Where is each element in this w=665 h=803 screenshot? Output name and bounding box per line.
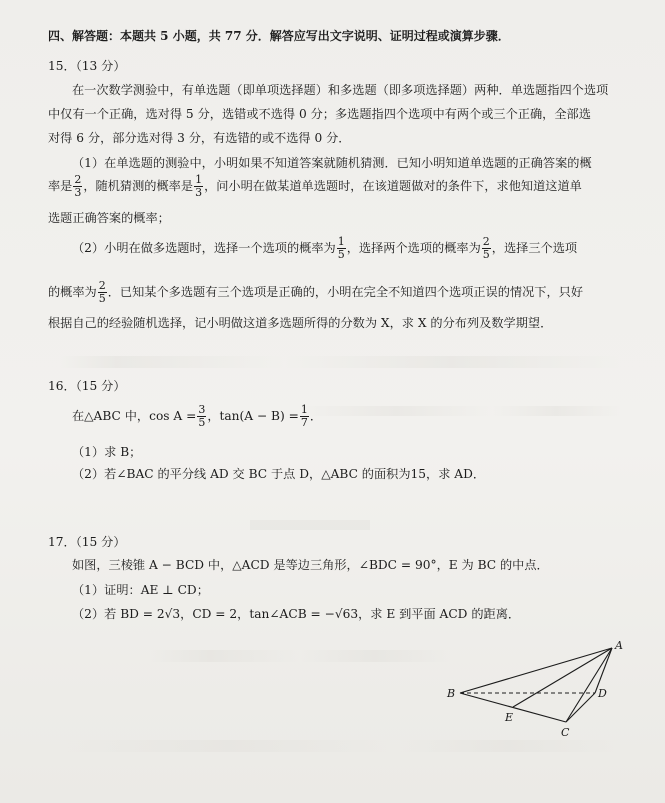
numerator: 1 [195, 173, 203, 186]
fraction-one-seventh [300, 404, 309, 429]
fraction-three-fifths [197, 404, 206, 429]
bleed-through-text [250, 520, 370, 530]
denominator: 5 [98, 292, 106, 305]
numerator: 2 [98, 279, 106, 292]
tetrahedron-figure [440, 640, 630, 740]
q15-part1-line: 选题正确答案的概率； [48, 211, 170, 225]
q16-number: 16．（15 分） [48, 379, 126, 393]
fraction-two-thirds [73, 174, 82, 199]
numerator: 1 [300, 403, 308, 416]
q15-paragraph-line: 在一次数学测验中，有单选题（即单项选择题）和多选题（即多项选择题）两种．单选题指四个选项 [72, 83, 609, 97]
bleed-through-text [150, 650, 450, 662]
text-run: 率是 [48, 179, 73, 193]
q17-number: 17．（15 分） [48, 535, 126, 549]
numerator: 2 [74, 173, 82, 186]
q15-part1-line: （1）在单选题的测验中，小明如果不知道答案就随机猜测．已知小明知道单选题的正确答案的概 [72, 156, 592, 170]
text-run: （2）小明在做多选题时，选择一个选项的概率为 [72, 241, 336, 255]
numerator: 3 [198, 403, 206, 416]
text-run: ，选择两个选项的概率为 [346, 241, 481, 255]
q16-part1: （1）求 B； [72, 445, 142, 459]
q15-part1-line [48, 174, 582, 199]
q15-part2-line: 根据自己的经验随机选择，记小明做这道多选题所得的分数为 X，求 X 的分布列及数学期望． [48, 316, 553, 330]
label-C: C [561, 726, 570, 739]
q15-number: 15．（13 分） [48, 59, 126, 73]
denominator: 5 [482, 248, 490, 261]
text-run: 在△ABC 中，cos A = [72, 409, 197, 423]
label-A: A [615, 640, 623, 652]
text-run: ，问小明在做某道单选题时，在该道题做对的条件下，求他知道这道单 [204, 179, 582, 193]
bleed-through-text [300, 403, 620, 416]
denominator: 7 [300, 416, 308, 429]
text-run: ，随机猜测的概率是 [83, 179, 194, 193]
fraction-two-fifths [98, 280, 107, 305]
edge-BA [460, 648, 612, 693]
q17-part2: （2）若 BD = 2√3，CD = 2，tan∠ACB = −√63，求 E 到平面 ACD 的距离． [72, 607, 521, 621]
label-E: E [505, 711, 514, 724]
denominator: 3 [195, 186, 203, 199]
q17-given-line: 如图，三棱锥 A − BCD 中，△ACD 是等边三角形，∠BDC = 90°，E 为 BC 的中点． [72, 558, 549, 572]
denominator: 5 [337, 248, 345, 261]
q16-given-line [72, 404, 322, 429]
text-run: ，选择三个选项 [491, 241, 578, 255]
q16-part2: （2）若∠BAC 的平分线 AD 交 BC 于点 D，△ABC 的面积为15，求 AD． [72, 467, 486, 481]
label-B: B [447, 687, 456, 700]
numerator: 2 [482, 235, 490, 248]
bleed-through-text [60, 740, 620, 752]
edge-CD [566, 693, 595, 722]
denominator: 3 [74, 186, 82, 199]
section-header: 四、解答题：本题共 5 小题，共 77 分．解答应写出文字说明、证明过程或演算步骤． [48, 29, 510, 43]
label-D: D [598, 687, 607, 700]
text-run: ．已知某个多选题有三个选项是正确的，小明在完全不知道四个选项正误的情况下，只好 [107, 285, 584, 299]
q15-paragraph-line: 对得 6 分，部分选对得 3 分，有选错的或不选得 0 分． [48, 131, 351, 145]
fraction-two-fifths [482, 236, 491, 261]
bleed-through-text [60, 356, 620, 368]
fraction-one-fifth [337, 236, 346, 261]
numerator: 1 [337, 235, 345, 248]
denominator: 5 [198, 416, 206, 429]
text-run: ． [309, 409, 323, 423]
fraction-one-third [194, 174, 203, 199]
q15-part2-line [48, 280, 583, 305]
q15-paragraph-line: 中仅有一个正确，选对得 5 分，选错或不选得 0 分；多选题指四个选项中有两个或三个正确，全部选 [48, 107, 591, 121]
text-run: 的概率为 [48, 285, 97, 299]
text-run: ，tan(A − B) = [207, 409, 299, 423]
q17-part1: （1）证明：AE ⊥ CD； [72, 583, 209, 597]
q15-part2-line [72, 236, 577, 261]
